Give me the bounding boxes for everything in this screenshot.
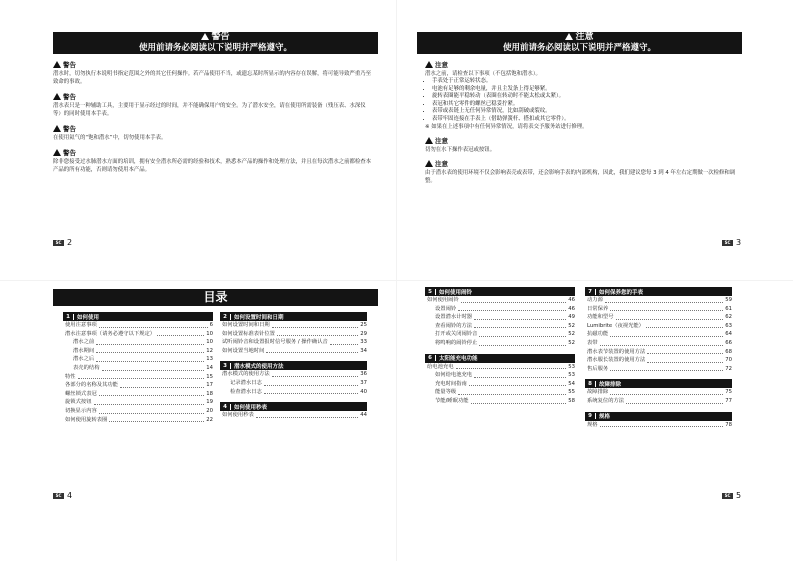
toc-entry[interactable] (425, 363, 575, 372)
toc-entry-label: 售后服务 (587, 365, 609, 372)
chapter-title: 潜水模式的使用方法 (234, 363, 284, 370)
toc-entry-label: 规格 (587, 421, 598, 428)
toc-entry-label: 如何使用闹铃 (427, 297, 459, 303)
toc-leader-dots (277, 330, 358, 337)
chapter-number: 6 (425, 355, 436, 361)
language-flag-icon: SC (53, 240, 64, 246)
toc-page-number: 52 (568, 331, 575, 338)
page-4 (0, 281, 396, 561)
toc-chapter[interactable] (585, 287, 732, 296)
language-flag-icon: SC (722, 493, 733, 499)
toc-page-number: 10 (206, 330, 213, 337)
toc-entry[interactable] (585, 421, 732, 430)
toc-entry[interactable] (425, 397, 575, 406)
toc-entry-label: 抗磁功能 (587, 331, 609, 338)
toc-leader-dots (96, 338, 204, 345)
toc-chapter[interactable] (220, 402, 367, 411)
toc-entry[interactable] (220, 411, 367, 420)
page-5 (397, 281, 793, 561)
toc-entry[interactable] (425, 305, 575, 314)
caution-icon (425, 137, 433, 144)
toc-entry-label: 潜水注意事项（请务必遵守以下规定） (65, 330, 156, 337)
toc-entry-label: 故障排除 (587, 389, 609, 396)
toc-entry-label: 表壳的结构 (73, 364, 100, 371)
toc-entry-label: 记录潜水日志 (230, 379, 262, 386)
chapter-title: 如何保养您的手表 (599, 289, 644, 296)
language-flag-icon: SC (53, 493, 64, 499)
checklist-item: • 旋转表圈能平稳转动（表圈在转动时不能太松或太紧）。 (432, 93, 745, 101)
toc-leader-dots (96, 347, 204, 354)
toc-page-number: 61 (725, 305, 732, 312)
toc-leader-dots (120, 381, 204, 388)
checklist (425, 78, 745, 123)
caution-intro: 潜水之前，请检查以下事项（不包括饱和潜水）。 (425, 71, 541, 77)
toc-leader-dots (479, 330, 566, 337)
toc-page-number: 29 (360, 330, 367, 337)
toc-leader-dots (605, 296, 723, 303)
toc-page-number: 54 (568, 380, 575, 387)
warning-heading-label: 警告 (63, 149, 76, 157)
toc-entry[interactable] (63, 416, 213, 425)
chapter-number: 9 (585, 413, 596, 419)
toc-chapter[interactable] (585, 379, 732, 388)
toc-page-number: 62 (725, 314, 732, 321)
toc-page-number: 66 (725, 339, 732, 346)
toc-page-number: 22 (206, 416, 213, 423)
toc-entry-label: 切换显示内容 (65, 407, 97, 414)
caution-icon (565, 33, 573, 40)
warning-text: 除非您接受过水肺潜水方面的培训，拥有安全潜水所必需的经验和技术，熟悉本产品的操作和处理方法，并且在每次潜水之前都检查本产品的所有功能，否则请勿使用本产品。 (53, 159, 372, 173)
toc-page-number: 18 (206, 390, 213, 397)
toc-entry-label: 将鸣响的闹铃停止 (435, 339, 478, 346)
toc-entry-label: 如何使用旋转表圈 (65, 416, 108, 423)
warning-icon (53, 149, 61, 156)
toc-entry-label: 节能/睡眠功能 (435, 397, 469, 404)
toc-entry[interactable] (63, 338, 213, 347)
toc-entry[interactable] (585, 365, 732, 374)
warning-banner (53, 32, 378, 54)
toc-leader-dots (616, 313, 724, 320)
toc-leader-dots (78, 373, 205, 380)
toc-entry-label: 日常保养 (587, 305, 609, 312)
toc-entry[interactable] (63, 321, 213, 330)
warning-heading-label: 警告 (63, 93, 76, 101)
toc-entry-label: 潜水之后 (73, 356, 95, 363)
chapter-number: 1 (63, 314, 74, 320)
toc-entry-label: 螺丝锁式表冠 (65, 390, 97, 397)
toc-entry-label: 使用注意事项 (65, 322, 97, 328)
toc-leader-dots (272, 370, 359, 377)
toc-leader-dots (99, 407, 204, 414)
toc-chapter[interactable] (220, 361, 367, 370)
toc-page-number: 33 (360, 339, 367, 346)
toc-entry[interactable] (585, 322, 732, 331)
toc-entry[interactable] (585, 313, 732, 322)
warning-heading-label: 警告 (63, 125, 76, 133)
toc-entry-label: 系统复位的方法 (587, 397, 625, 404)
toc-page-number: 53 (568, 372, 575, 379)
warning-heading (53, 61, 373, 70)
toc-entry[interactable] (585, 330, 732, 339)
toc-leader-dots (471, 397, 567, 404)
toc-page-number: 59 (725, 297, 732, 303)
toc-entry[interactable] (425, 380, 575, 389)
toc-entry[interactable] (63, 347, 213, 356)
toc-page-number: 15 (206, 373, 213, 380)
toc-page-number: 40 (360, 388, 367, 395)
page-number: SC 4 (53, 491, 72, 500)
toc-entry[interactable] (425, 313, 575, 322)
toc-leader-dots (99, 390, 204, 397)
chapter-title: 规格 (599, 414, 611, 421)
toc-entry[interactable] (425, 296, 575, 305)
toc-entry[interactable] (63, 381, 213, 390)
chapter-number: 8 (585, 381, 596, 387)
toc-entry[interactable] (63, 330, 213, 339)
banner-title: 警告 (211, 32, 230, 42)
toc-leader-dots (646, 322, 723, 329)
checklist-item: • 表冠和其它零件的螺丝已稳妥拧紧。 (432, 101, 745, 109)
toc-page-number: 78 (725, 421, 732, 428)
caution-text: 由于潜水表的使用环境不仅会影响表壳或表带，还会影响手表的内部机构，因此，我们建议您每 3 到 4 年左右定期做一次检修和调整。 (425, 170, 736, 184)
toc-entry[interactable] (425, 339, 575, 348)
toc-entry[interactable] (63, 364, 213, 373)
toc-leader-dots (272, 321, 359, 328)
warning-icon (53, 125, 61, 132)
toc-entry[interactable] (585, 397, 732, 406)
page-number: SC 3 (722, 238, 741, 247)
toc-page-number: 63 (725, 322, 732, 329)
toc-column-right (585, 281, 732, 429)
page-3 (397, 0, 793, 280)
toc-page-number: 12 (206, 347, 213, 354)
toc-column-left (425, 281, 575, 406)
toc-entry[interactable] (585, 356, 732, 365)
chapter-title: 如何设置时间和日期 (234, 314, 284, 321)
warning-heading (53, 149, 373, 158)
toc-leader-dots (96, 355, 204, 362)
toc-column-left (63, 306, 213, 424)
toc-leader-dots (157, 330, 204, 337)
caution-banner (417, 32, 742, 54)
warning-sections (53, 61, 373, 174)
toc-entry-label: 如何使用秒表 (222, 412, 254, 419)
toc-leader-dots (461, 296, 566, 303)
toc-entry[interactable] (585, 339, 732, 348)
toc-entry[interactable] (220, 321, 367, 330)
warning-text: 在使用氦气的“饱和潜水”中，切勿使用本手表。 (53, 135, 167, 141)
caution-icon (425, 61, 433, 68)
toc-leader-dots (456, 363, 567, 370)
toc-entry-label: 给电池充电 (427, 363, 454, 370)
chapter-title: 故障排除 (599, 381, 622, 388)
toc-page-number: 53 (568, 363, 575, 370)
chapter-number: 4 (220, 404, 231, 410)
toc-entry[interactable] (63, 407, 213, 416)
toc-entry-label: 能量等级 (435, 389, 457, 396)
toc-page-number: 19 (206, 399, 213, 406)
toc-entry-label: 查看闹铃的方法 (435, 322, 473, 329)
warning-text: 潜水表只是一种辅助工具，主要用于显示经过的时间，并不能确保用户的安全。为了潜水安全，请在使用所需装备（残压表、水深仪等）的同时使用本手表。 (53, 103, 366, 117)
toc-leader-dots (626, 397, 723, 404)
toc-column-right (220, 306, 367, 420)
toc-chapter[interactable] (63, 312, 213, 321)
toc-leader-dots (102, 364, 205, 371)
toc-leader-dots (99, 321, 208, 328)
toc-entry-label: 潜水期间 (73, 347, 95, 354)
toc-page-number: 75 (725, 389, 732, 396)
toc-leader-dots (647, 348, 723, 355)
toc-leader-dots (610, 388, 723, 395)
toc-leader-dots (610, 365, 723, 372)
toc-entry-label: 表带 (587, 339, 598, 346)
toc-entry-label: 动力源 (587, 297, 603, 303)
toc-entry[interactable] (63, 390, 213, 399)
toc-entry-label: Lumibrite（夜视光能） (587, 322, 644, 329)
toc-page-number: 36 (360, 371, 367, 378)
warning-icon (201, 33, 209, 40)
toc-entry[interactable] (425, 388, 575, 397)
chapter-title: 太阳能充电功能 (439, 356, 478, 363)
warning-icon (53, 61, 61, 68)
toc-leader-dots (610, 330, 723, 337)
chapter-number: 2 (220, 314, 231, 320)
toc-page-number: 44 (360, 412, 367, 419)
page-2 (0, 0, 396, 280)
toc-entry-label: 潜水之前 (73, 339, 95, 346)
toc-page-number: 14 (206, 364, 213, 371)
banner-subtitle: 使用前请务必阅读以下说明并严格遵守。 (502, 43, 656, 53)
toc-leader-dots (330, 338, 358, 345)
toc-leader-dots (458, 388, 566, 395)
toc-entry[interactable] (220, 388, 367, 397)
chapter-number: 7 (585, 289, 596, 295)
toc-chapter[interactable] (425, 287, 575, 296)
toc-entry[interactable] (585, 305, 732, 314)
toc-leader-dots (600, 421, 724, 428)
toc-entry[interactable] (220, 338, 367, 347)
toc-leader-dots (264, 388, 358, 395)
caution-note: ※ 如果在上述事项中有任何异常情况，请将表交予服务站进行修理。 (425, 124, 588, 130)
checklist-item: • 手表处于正常运转状态。 (432, 78, 745, 86)
toc-entry-label: 检查潜水日志 (230, 388, 262, 395)
toc-entry[interactable] (63, 355, 213, 364)
page-number: SC 2 (53, 238, 72, 247)
toc-leader-dots (256, 411, 358, 418)
banner-subtitle: 使用前请务必阅读以下说明并严格遵守。 (138, 43, 292, 53)
toc-page-number: 20 (206, 407, 213, 414)
checklist-item: • 表带或表链上无任何异常情况，比如刮破或裂纹。 (432, 108, 745, 116)
toc-entry[interactable] (63, 398, 213, 407)
checklist-item: • 电池有足够的剩余电量，并且主发条上得足够紧。 (432, 86, 745, 94)
chapter-title: 如何使用秒表 (234, 404, 268, 411)
toc-chapter[interactable] (220, 312, 367, 321)
toc-entry[interactable] (585, 388, 732, 397)
chapter-number: 3 (220, 363, 231, 369)
toc-entry-label: 充电时间指南 (435, 380, 467, 387)
warning-text: 潜水时，切勿执行本说明书指定范围之外的其它任何操作。若产品使用不当，或遗忘某时所显示的内容存在误解，将可能导致严重乃至致命的事故。 (53, 71, 372, 85)
toc-page-number: 70 (725, 357, 732, 364)
checklist-item: • 表带牢固连接在手表上（借助弹簧杆、搭扣或其它零件）。 (432, 116, 745, 124)
toc-page-number: 17 (206, 382, 213, 389)
toc-page-number: 77 (725, 397, 732, 404)
language-flag-icon: SC (722, 240, 733, 246)
toc-leader-dots (469, 380, 566, 387)
toc-page-number: 46 (568, 297, 575, 303)
toc-entry-label: 特性 (65, 373, 76, 380)
chapter-title: 如何使用闹铃 (439, 289, 473, 296)
toc-entry-label: 如何设置标准表针位置 (222, 330, 275, 337)
toc-leader-dots (474, 322, 566, 329)
toc-leader-dots (94, 398, 205, 405)
warning-heading (53, 93, 373, 102)
caution-icon (425, 160, 433, 167)
toc-entry-label: 旋锁式按钮 (65, 399, 92, 406)
toc-page-number: 52 (568, 322, 575, 329)
toc-entry[interactable] (63, 373, 213, 382)
toc-title: 目录 (53, 289, 378, 306)
caution-sections: 注意 潜水之前，请检查以下事项（不包括饱和潜水）。 • 手表处于正常运转状态。 • 电池有足够的剩余电量，并且主发条上得足够紧。 • 旋转表圈能平稳转动（表圈在转动时不能太松或太紧）。 • 表冠和其它零件的螺丝已稳妥拧紧。 • 表带或表链上无任何异常情况，比如刮破或裂纹。 • 表带牢固连接在手表上（借助弹簧杆、搭扣或其它零件）。 ※ 如果在上述事项中有任何异常情况，请将表交予服务站进行修理。 注意 切勿在水下操作表冠或按钮。 注意 由于潜水表的使用环境不仅会影响表壳或表带，还会影响手表的内部机构，因此，我们建议您每 3 到 4 年左右定期做一次检修和调整。 (425, 61, 745, 185)
toc-entry[interactable] (425, 371, 575, 380)
toc-page-number: 46 (568, 305, 575, 312)
toc-page-number: 52 (568, 339, 575, 346)
toc-entry[interactable] (425, 330, 575, 339)
toc-leader-dots (458, 305, 566, 312)
banner-title: 注意 (575, 32, 594, 42)
toc-entry-label: 功能和型号 (587, 314, 614, 321)
toc-entry[interactable] (220, 330, 367, 339)
chapter-number: 5 (425, 289, 436, 295)
toc-leader-dots (264, 379, 358, 386)
toc-entry-label: 如何设置当地时间 (222, 347, 265, 354)
toc-entry-label: 设置闹铃 (435, 305, 457, 312)
page-number: SC 5 (722, 491, 741, 500)
toc-page-number: 58 (568, 397, 575, 404)
warning-heading-label: 警告 (63, 61, 76, 69)
toc-page-number: 49 (568, 314, 575, 321)
toc-leader-dots (610, 305, 723, 312)
toc-entry-label: 如何设置时间和日期 (222, 322, 270, 328)
toc-entry[interactable] (585, 296, 732, 305)
toc-entry[interactable] (220, 370, 367, 379)
toc-entry-label: 潜水模式的使用方法 (222, 371, 270, 378)
toc-leader-dots (266, 347, 358, 354)
toc-entry-label: 如何给电池充电 (435, 372, 473, 379)
toc-chapter[interactable] (425, 354, 575, 363)
toc-page-number: 6 (209, 322, 213, 328)
toc-entry[interactable] (425, 322, 575, 331)
toc-entry-label: 各部分的名称及其功能 (65, 382, 118, 389)
toc-page-number: 13 (206, 356, 213, 363)
toc-leader-dots (109, 416, 204, 423)
chapter-title: 如何使用 (77, 314, 100, 321)
toc-page-number: 25 (360, 322, 367, 328)
toc-entry-label: 打开或关闭闹铃音 (435, 331, 478, 338)
toc-page-number: 72 (725, 365, 732, 372)
toc-page-number: 55 (568, 389, 575, 396)
toc-page-number: 68 (725, 348, 732, 355)
toc-page-number: 34 (360, 347, 367, 354)
toc-entry[interactable] (220, 347, 367, 356)
toc-leader-dots (647, 356, 723, 363)
toc-leader-dots (474, 313, 566, 320)
warning-icon (53, 93, 61, 100)
toc-leader-dots (474, 371, 566, 378)
toc-page-number: 10 (206, 339, 213, 346)
caution-text: 切勿在水下操作表冠或按钮。 (425, 147, 496, 153)
toc-entry[interactable] (585, 348, 732, 357)
toc-entry-label: 设置潜水计时器 (435, 314, 473, 321)
toc-chapter[interactable] (585, 412, 732, 421)
toc-leader-dots (600, 339, 724, 346)
toc-entry-label: 潜水服长装置的使用方法 (587, 357, 646, 364)
toc-entry[interactable] (220, 379, 367, 388)
toc-page-number: 64 (725, 331, 732, 338)
warning-heading (53, 125, 373, 134)
toc-leader-dots (479, 339, 566, 346)
toc-entry-label: 潜水表节装置的使用方法 (587, 348, 646, 355)
toc-entry-label: 试听闹铃音和设置报时信号服务 / 操作确认音 (222, 339, 328, 346)
toc-page-number: 37 (360, 379, 367, 386)
